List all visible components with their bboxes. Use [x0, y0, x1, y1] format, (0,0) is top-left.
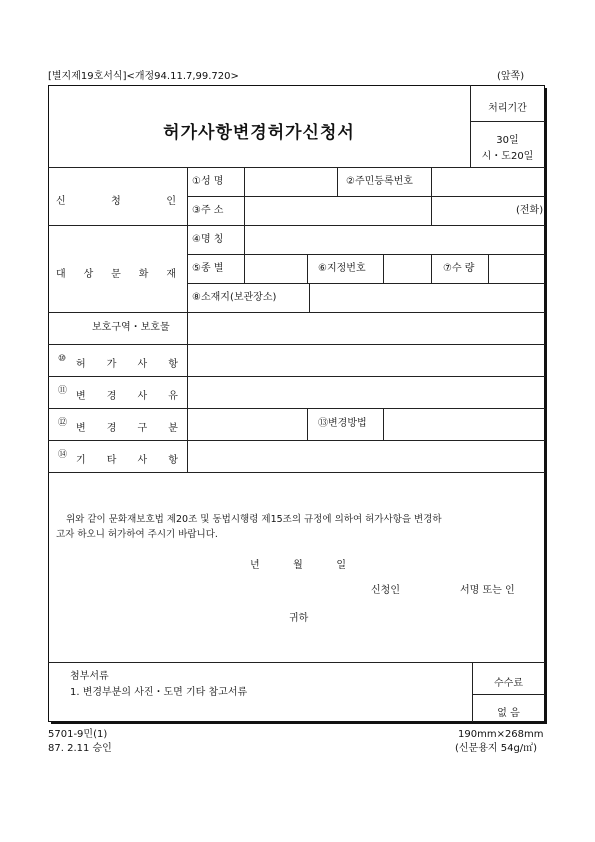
row-line	[472, 694, 545, 695]
change-method-field[interactable]	[384, 409, 544, 439]
fee-value: 없 음	[497, 708, 520, 719]
rrn-label: ②주민등록번호	[346, 176, 413, 187]
frame-shadow-bottom	[51, 722, 547, 724]
statement-line-2: 고자 하오니 허가하여 주시기 바랍니다.	[56, 529, 218, 540]
location-label: ⑧소재지(보관장소)	[192, 292, 277, 303]
change-reason-label: 변 경 사 유	[76, 391, 178, 402]
property-name-field[interactable]	[245, 226, 544, 253]
paper-size: 190mm×268mm	[458, 729, 544, 740]
change-reason-number: ⑪	[58, 386, 68, 396]
permit-items-label: 허 가 사 항	[76, 359, 178, 370]
applicant-signature-label: 신청인	[371, 585, 400, 596]
change-category-field[interactable]	[188, 409, 306, 439]
other-items-field[interactable]	[188, 441, 544, 471]
quantity-field[interactable]	[489, 255, 544, 282]
column-line	[307, 408, 308, 440]
other-items-label: 기 타 사 항	[76, 455, 178, 466]
designation-number-field[interactable]	[384, 255, 430, 282]
property-type-field[interactable]	[245, 255, 306, 282]
quantity-label: ⑦수 량	[443, 263, 475, 274]
location-field[interactable]	[310, 284, 544, 311]
cultural-property-section-label: 대 상 문 화 재	[56, 269, 176, 280]
change-reason-field[interactable]	[188, 377, 544, 407]
form-code: 5701-9민(1)	[48, 729, 108, 740]
page-side-label: (앞쪽)	[497, 71, 525, 82]
change-category-number: ⑫	[58, 418, 68, 428]
change-method-label: ⑬변경방법	[318, 418, 367, 429]
approval-date: 87. 2.11 승인	[48, 743, 112, 754]
name-field[interactable]	[245, 168, 336, 195]
row-line	[48, 662, 545, 663]
frame-shadow-right	[545, 88, 547, 724]
row-line	[48, 472, 545, 473]
fee-label: 수수료	[494, 678, 523, 689]
protected-area-label: 보호구역・보호물	[92, 322, 170, 333]
applicant-section-label: 신 청 인	[56, 196, 176, 207]
recipient-label: 귀하	[289, 613, 309, 624]
protected-area-field[interactable]	[188, 313, 544, 343]
address-label: ③주 소	[192, 205, 224, 216]
permit-items-field[interactable]	[188, 345, 544, 375]
attachment-item-1: 1. 변경부분의 사진・도면 기타 참고서류	[70, 687, 248, 698]
statement-line-1: 위와 같이 문화재보호법 제20조 및 동법시행령 제15조의 규정에 의하여 허가사항을 변경하	[66, 514, 442, 525]
designation-number-label: ⑥지정번호	[318, 263, 366, 274]
column-line	[337, 167, 338, 196]
permit-items-number: ⑩	[58, 354, 67, 364]
rrn-field[interactable]	[432, 168, 544, 195]
processing-period-label: 처리기간	[488, 103, 527, 114]
change-category-label: 변 경 구 분	[76, 423, 178, 434]
form-reference: [별지제19호서식]<개정94.11.7,99.720>	[48, 71, 239, 82]
sign-or-seal-label: 서명 또는 인	[460, 585, 515, 596]
date-line: 년 월 일	[250, 560, 346, 571]
form-title: 허가사항변경허가신청서	[163, 123, 355, 143]
other-items-number: ⑭	[58, 450, 68, 460]
property-type-label: ⑤종 별	[192, 263, 224, 274]
processing-period-days: 30일	[496, 135, 519, 146]
column-line	[307, 254, 308, 283]
paper-type: (신문용지 54g/㎡)	[455, 743, 538, 754]
column-line	[431, 254, 432, 283]
phone-label: (전화)	[516, 205, 544, 216]
processing-period-authority: 시・도20일	[481, 151, 534, 162]
divider	[470, 121, 545, 122]
name-label: ①성 명	[192, 176, 224, 187]
attachments-label: 첨부서류	[70, 671, 109, 682]
address-field[interactable]	[245, 197, 430, 224]
property-name-label: ④명 칭	[192, 234, 224, 245]
